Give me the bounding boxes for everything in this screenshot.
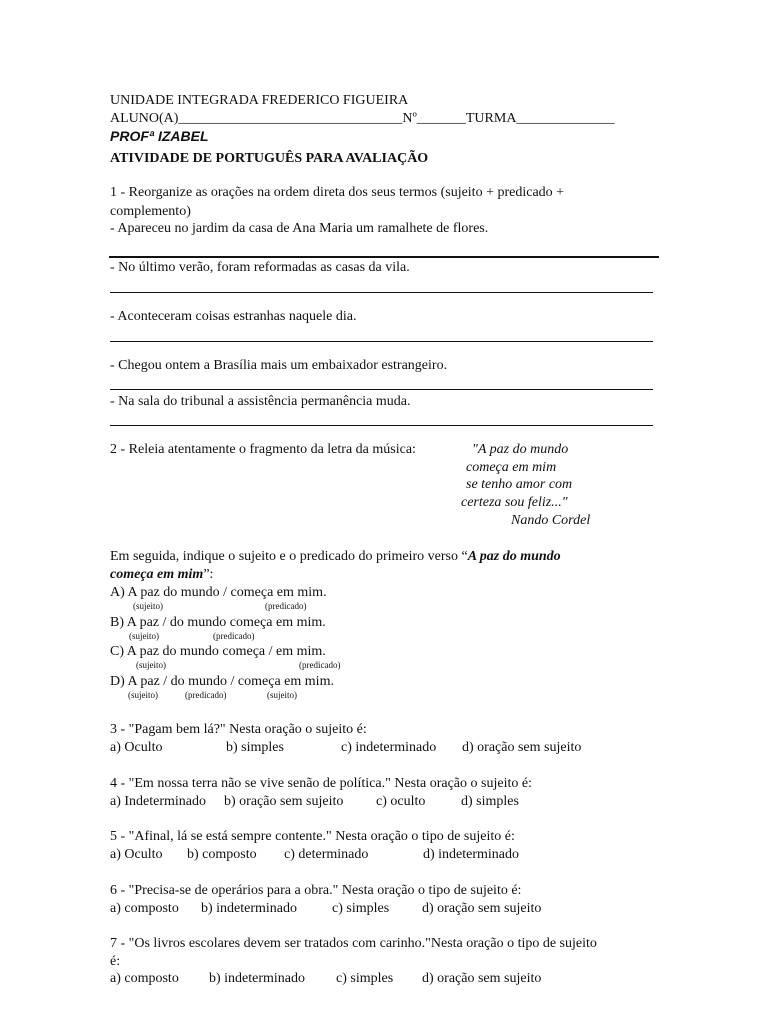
q4-option-a: a) Indeterminado (110, 794, 207, 809)
q2-prompt: 2 - Releia atentamente o fragmento da letra da música: (110, 442, 416, 457)
q7-prompt: 7 - "Os livros escolares devem ser tratados com carinho."Nesta oração o tipo de sujeito (110, 936, 597, 951)
page-title: ATIVIDADE DE PORTUGUÊS PARA AVALIAÇÃO (110, 151, 429, 166)
answer-line (109, 256, 659, 258)
q3-option-a: a) Oculto (110, 740, 163, 755)
lyric-author: Nando Cordel (511, 513, 591, 528)
q3-option-c: c) indeterminado (341, 740, 437, 755)
q4-option-c: c) oculto (376, 794, 426, 809)
lyric-line-1: "A paz do mundo (472, 442, 569, 457)
q2-option-d: D) A paz / do mundo / começa em mim. (110, 674, 334, 689)
q1-item-1: - Apareceu no jardim da casa de Ana Maria um ramalhete de flores. (110, 221, 489, 236)
q4-option-b: b) oração sem sujeito (224, 794, 344, 809)
teacher-name: PROFª IZABEL (110, 128, 209, 144)
q2-option-b: B) A paz / do mundo começa em mim. (110, 615, 326, 630)
q1-item-2: - No último verão, foram reformadas as casas da vila. (110, 260, 410, 275)
q2-instruction-text: Em seguida, indique o sujeito e o predicado do primeiro verso “ (110, 549, 468, 564)
q2-verse-bold-2: começa em mim (110, 567, 204, 582)
answer-line (110, 425, 653, 426)
q2-option-a-label-predicado: (predicado) (265, 601, 307, 611)
q3-option-d: d) oração sem sujeito (462, 740, 582, 755)
q1-prompt: 1 - Reorganize as orações na ordem direta dos seus termos (sujeito + predicado + (110, 185, 565, 200)
q4-prompt: 4 - "Em nossa terra não se vive senão de política." Nesta oração o sujeito é: (110, 776, 532, 791)
q5-option-c: c) determinado (284, 847, 369, 862)
q7-option-b: b) indeterminado (209, 971, 306, 986)
q6-prompt: 6 - "Precisa-se de operários para a obra." Nesta oração o tipo de sujeito é: (110, 883, 522, 898)
answer-line (110, 389, 653, 390)
q2-option-c-label-predicado: (predicado) (299, 660, 341, 670)
q2-option-c-label-sujeito: (sujeito) (136, 660, 166, 670)
lyric-line-2: começa em mim (466, 460, 557, 475)
q1-item-5: - Na sala do tribunal a assistência permanência muda. (110, 394, 411, 409)
answer-line (110, 341, 653, 342)
q7-option-c: c) simples (336, 971, 394, 986)
q2-instruction-continued (110, 566, 213, 583)
q1-item-4: - Chegou ontem a Brasília mais um embaixador estrangeiro. (110, 358, 448, 373)
lyric-line-3: se tenho amor com (466, 477, 573, 492)
q6-option-b: b) indeterminado (201, 901, 298, 916)
q2-instruction-end: ”: (203, 567, 214, 582)
q7-prompt-continued: é: (110, 954, 121, 969)
q6-option-a: a) composto (110, 901, 179, 916)
q4-option-d: d) simples (461, 794, 519, 809)
answer-line (110, 292, 653, 293)
q2-option-c: C) A paz do mundo começa / em mim. (110, 644, 326, 659)
q2-option-d-label-predicado: (predicado) (185, 690, 227, 700)
q6-option-c: c) simples (332, 901, 390, 916)
q1-prompt-continued: complemento) (110, 204, 191, 219)
q5-option-b: b) composto (187, 847, 257, 862)
student-info-line: ALUNO(A)________________________________Nº_______TURMA______________ (110, 111, 615, 126)
q5-option-a: a) Oculto (110, 847, 163, 862)
q6-option-d: d) oração sem sujeito (422, 901, 542, 916)
q7-option-d: d) oração sem sujeito (422, 971, 542, 986)
q3-option-b: b) simples (226, 740, 284, 755)
q2-instruction (110, 548, 561, 565)
q2-option-d-label-sujeito: (sujeito) (128, 690, 158, 700)
q2-option-b-label-predicado: (predicado) (213, 631, 255, 641)
q3-prompt: 3 - "Pagam bem lá?" Nesta oração o sujeito é: (110, 722, 367, 737)
q2-verse-bold: A paz do mundo (467, 549, 561, 564)
q2-option-a: A) A paz do mundo / começa em mim. (110, 585, 327, 600)
school-name: UNIDADE INTEGRADA FREDERICO FIGUEIRA (110, 93, 409, 108)
q2-option-a-label-sujeito: (sujeito) (133, 601, 163, 611)
q2-option-b-label-sujeito: (sujeito) (129, 631, 159, 641)
q5-option-d: d) indeterminado (423, 847, 520, 862)
q7-option-a: a) composto (110, 971, 179, 986)
lyric-line-4: certeza sou feliz..." (461, 495, 568, 510)
q2-option-d-label-sujeito-2: (sujeito) (267, 690, 297, 700)
q5-prompt: 5 - "Afinal, lá se está sempre contente." Nesta oração o tipo de sujeito é: (110, 829, 515, 844)
q1-item-3: - Aconteceram coisas estranhas naquele dia. (110, 309, 357, 324)
